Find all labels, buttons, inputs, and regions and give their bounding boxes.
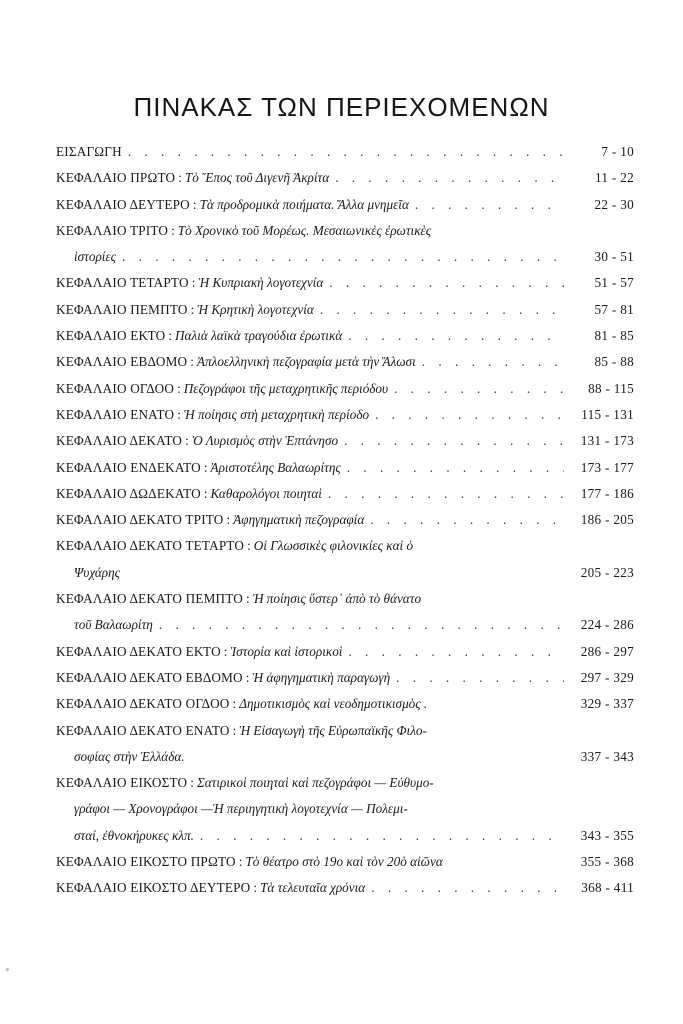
chapter-label: ΚΕΦΑΛΑΙΟ ΔΕΚΑΤΟ ΕΒΔΟΜΟ [56, 669, 243, 685]
dot-leader [122, 245, 564, 268]
dot-leader [344, 429, 564, 452]
chapter-title: Τὰ προδρομικὰ ποιήματα. Ἄλλα μνημεῖα [199, 196, 409, 212]
toc-entry [56, 850, 634, 876]
toc-entry [56, 534, 634, 587]
dot-leader [396, 666, 564, 689]
page-title: ΠΙΝΑΚΑΣ ΤΩΝ ΠΕΡΙΕΧΟΜΕΝΩΝ [133, 92, 550, 122]
page-range: 337 - 343 [580, 748, 634, 764]
chapter-label: ΚΕΦΑΛΑΙΟ ΤΡΙΤΟ [56, 222, 169, 238]
toc-entry [56, 193, 634, 219]
toc-line-continued [56, 245, 634, 271]
chapter-label: ΚΕΦΑΛΑΙΟ ΕΙΚΟΣΤΟ [56, 775, 188, 791]
chapter-title: Πεζογράφοι τῆς μεταχρητικῆς περιόδου [183, 380, 389, 396]
toc-entry [56, 876, 634, 902]
toc-entry [56, 692, 634, 718]
chapter-title: Ἡ ποίησις στὴ μεταχρητικὴ περίοδο [183, 406, 370, 422]
chapter-title: Ἡ Κρητικὴ λογοτεχνία [197, 301, 314, 317]
page-range: 205 - 223 [580, 564, 634, 580]
dot-leader [329, 271, 564, 294]
toc-entry [56, 140, 634, 166]
toc-entry [56, 166, 634, 192]
toc-entry [56, 640, 634, 666]
toc-line: ΚΕΦΑΛΑΙΟ ΕΝΑΤΟ : Ἡ ποίησις στὴ μεταχρητικὴ περίοδο . . . 115 - 131 [56, 403, 634, 429]
page-range: 368 - 411 [581, 880, 634, 896]
toc-entry [56, 403, 634, 429]
chapter-label: ΚΕΦΑΛΑΙΟ ΕΝΔΕΚΑΤΟ [56, 459, 201, 475]
toc-line-continued [56, 797, 634, 823]
chapter-label: ΚΕΦΑΛΑΙΟ ΠΡΩΤΟ [56, 170, 176, 186]
page-range: 355 - 368 [580, 854, 634, 870]
toc-line: ΚΕΦΑΛΑΙΟ ΔΕΚΑΤΟ ΟΓΔΟΟ : Δημοτικισμὸς καὶ νεοδημοτικισμὸς . 329 - 337 [56, 692, 634, 718]
chapter-title-continued: Ψυχάρης [74, 564, 120, 580]
table-of-contents [56, 140, 634, 903]
chapter-title: Δημοτικισμὸς καὶ νεοδημοτικισμὸς . [239, 696, 428, 712]
page-range: 88 - 115 [588, 380, 634, 396]
page-range: 186 - 205 [580, 512, 634, 528]
chapter-title: Ἡ ποίησις ὕστερ᾽ ἀπὸ τὸ θάνατο [252, 591, 422, 607]
page-range: 286 - 297 [580, 643, 634, 659]
chapter-title: Ἱστορία καὶ ἱστορικοὶ [230, 643, 343, 659]
chapter-label: ΚΕΦΑΛΑΙΟ ΠΕΜΠΤΟ [56, 301, 188, 317]
toc-entry [56, 587, 634, 640]
toc-line: ΚΕΦΑΛΑΙΟ ΤΕΤΑΡΤΟ : Ἡ Κυπριακὴ λογοτεχνία . . . 51 - 57 [56, 271, 634, 297]
toc-line-continued [56, 561, 634, 587]
page-speck [6, 968, 9, 971]
toc-entry [56, 377, 634, 403]
chapter-title-continued: ἱστορίες [74, 249, 117, 265]
chapter-label: ΚΕΦΑΛΑΙΟ ΔΕΚΑΤΟ ΤΕΤΑΡΤΟ [56, 538, 245, 554]
chapter-label: ΚΕΦΑΛΑΙΟ ΔΕΚΑΤΟ ΕΝΑΤΟ [56, 722, 230, 738]
toc-line: ΚΕΦΑΛΑΙΟ ΔΕΚΑΤΟ ΤΡΙΤΟ : Ἀφηγηματικὴ πεζογραφία . . . 186 - 205 [56, 508, 634, 534]
page-range: 51 - 57 [594, 275, 634, 291]
page-range: 297 - 329 [580, 669, 634, 685]
chapter-title: Ἡ ἀφηγηματικὴ παραγωγὴ [252, 669, 391, 685]
chapter-title: Ἀφηγηματικὴ πεζογραφία [233, 512, 365, 528]
page-range: 115 - 131 [581, 406, 634, 422]
page-range: 85 - 88 [594, 354, 634, 370]
page-range: 30 - 51 [594, 249, 634, 265]
page-range: 11 - 22 [595, 170, 634, 186]
dot-leader [371, 876, 564, 899]
chapter-label: ΚΕΦΑΛΑΙΟ ΔΕΚΑΤΟ [56, 433, 183, 449]
chapter-title: Καθαρολόγοι ποιηταὶ [210, 485, 322, 501]
page-range: 81 - 85 [594, 328, 634, 344]
page-range: 329 - 337 [580, 696, 634, 712]
toc-line: ΚΕΦΑΛΑΙΟ ΔΕΚΑΤΟ ΠΕΜΠΤΟ : Ἡ ποίησις ὕστερ᾽ ἀπὸ τὸ θάνατο [56, 587, 634, 613]
chapter-label: ΚΕΦΑΛΑΙΟ ΕΒΔΟΜΟ [56, 354, 188, 370]
toc-line-continued [56, 745, 634, 771]
page-range: 22 - 30 [594, 196, 634, 212]
page-range: 7 - 10 [601, 144, 634, 159]
toc-entry [56, 456, 634, 482]
chapter-label: ΚΕΦΑΛΑΙΟ ΕΚΤΟ [56, 328, 166, 344]
toc-line-continued [56, 824, 634, 850]
page-range: 343 - 355 [580, 827, 634, 843]
toc-line: ΚΕΦΑΛΑΙΟ ΕΝΔΕΚΑΤΟ : Ἀριστοτέλης Βαλαωρίτης . . . 173 - 177 [56, 456, 634, 482]
toc-entry [56, 298, 634, 324]
page-range: 177 - 186 [580, 485, 634, 501]
chapter-title-continued: σταί, ἐθνοκήρυκες κλπ. [74, 827, 194, 843]
toc-entry [56, 666, 634, 692]
chapter-title-continued: γράφοι — Χρονογράφοι —Ἡ περιηγητικὴ λογοτεχνία — Πολεμι- [74, 801, 408, 817]
chapter-label: ΚΕΦΑΛΑΙΟ ΔΕΚΑΤΟ ΟΓΔΟΟ [56, 696, 230, 712]
toc-line: ΚΕΦΑΛΑΙΟ ΕΙΚΟΣΤΟ ΔΕΥΤΕΡΟ : Τὰ τελευταῖα χρόνια . . . 368 - 411 [56, 876, 634, 902]
toc-entry [56, 219, 634, 272]
toc-line: ΚΕΦΑΛΑΙΟ ΔΕΚΑΤΟ ΕΝΑΤΟ : Ἡ Εἰσαγωγὴ τῆς Εὐρωπαϊκῆς Φιλο- [56, 719, 634, 745]
chapter-title: Παλιὰ λαϊκὰ τραγούδια ἐρωτικὰ [175, 328, 343, 344]
dot-leader [328, 482, 564, 505]
page-range: 224 - 286 [580, 617, 634, 633]
toc-line: ΚΕΦΑΛΑΙΟ ΔΩΔΕΚΑΤΟ : Καθαρολόγοι ποιηταὶ . . . 177 - 186 [56, 482, 634, 508]
toc-line: ΚΕΦΑΛΑΙΟ ΔΕΚΑΤΟ ΕΚΤΟ : Ἱστορία καὶ ἱστορικοὶ . . . 286 - 297 [56, 640, 634, 666]
dot-leader [159, 613, 564, 636]
toc-line: ΚΕΦΑΛΑΙΟ ΕΙΚΟΣΤΟ ΠΡΩΤΟ : Τὸ θέατρο στὸ 19ο καὶ τὸν 20ὸ αἰῶνα 355 - 368 [56, 850, 634, 876]
chapter-title: Τὸ Χρονικὸ τοῦ Μορέως. Μεσαιωνικὲς ἐρωτικὲς [177, 222, 432, 238]
toc-line: ΚΕΦΑΛΑΙΟ ΕΚΤΟ : Παλιὰ λαϊκὰ τραγούδια ἐρωτικὰ . . . 81 - 85 [56, 324, 634, 350]
chapter-label: ΕΙΣΑΓΩΓΗ [56, 144, 122, 159]
dot-leader [320, 298, 564, 321]
chapter-label: ΚΕΦΑΛΑΙΟ ΕΙΚΟΣΤΟ ΔΕΥΤΕΡΟ [56, 880, 251, 896]
toc-line [56, 140, 634, 166]
dot-leader [415, 193, 564, 216]
toc-line: ΚΕΦΑΛΑΙΟ ΔΕΚΑΤΟ : Ὁ Λυρισμὸς στὴν Ἑπτάνησο . . . 131 - 173 [56, 429, 634, 455]
dot-leader [375, 403, 564, 426]
toc-entry [56, 771, 634, 850]
dot-leader [348, 640, 564, 663]
chapter-title-continued: σοφίας στὴν Ἑλλάδα. [74, 748, 185, 764]
toc-line: ΚΕΦΑΛΑΙΟ ΤΡΙΤΟ : Τὸ Χρονικὸ τοῦ Μορέως. Μεσαιωνικὲς ἐρωτικὲς [56, 219, 634, 245]
chapter-title: Ὁ Λυρισμὸς στὴν Ἑπτάνησο [191, 433, 339, 449]
chapter-title: Σατιρικοὶ ποιηταὶ καὶ πεζογράφοι — Εὐθυμο- [196, 775, 434, 791]
chapter-title: Ἡ Εἰσαγωγὴ τῆς Εὐρωπαϊκῆς Φιλο- [239, 722, 427, 738]
chapter-title: Ἀριστοτέλης Βαλαωρίτης [210, 459, 341, 475]
toc-line: ΚΕΦΑΛΑΙΟ ΠΡΩΤΟ : Τὸ Ἔπος τοῦ Διγενῆ Ἀκρίτα . . . 11 - 22 [56, 166, 634, 192]
chapter-title: Ἡ Κυπριακὴ λογοτεχνία [198, 275, 324, 291]
chapter-title: Ἀπλοελληνικὴ πεζογραφία μετὰ τὴν Ἅλωσι [196, 354, 416, 370]
toc-line: ΚΕΦΑΛΑΙΟ ΔΕΥΤΕΡΟ : Τὰ προδρομικὰ ποιήματα. Ἄλλα μνημεῖα . . . 22 - 30 [56, 193, 634, 219]
toc-entry [56, 719, 634, 772]
toc-line: ΚΕΦΑΛΑΙΟ ΔΕΚΑΤΟ ΤΕΤΑΡΤΟ : Οἱ Γλωσσικὲς φιλονικίες καὶ ὁ [56, 534, 634, 560]
chapter-label: ΚΕΦΑΛΑΙΟ ΕΝΑΤΟ [56, 406, 175, 422]
dot-leader [200, 824, 564, 847]
dot-leader [347, 456, 564, 479]
chapter-label: ΚΕΦΑΛΑΙΟ ΟΓΔΟΟ [56, 380, 175, 396]
chapter-title: Τὸ θέατρο στὸ 19ο καὶ τὸν 20ὸ αἰῶνα [245, 854, 443, 870]
toc-line: ΚΕΦΑΛΑΙΟ ΕΒΔΟΜΟ : Ἀπλοελληνικὴ πεζογραφία μετὰ τὴν Ἅλωσι . . . 85 - 88 [56, 350, 634, 376]
chapter-title-continued: τοῦ Βαλαωρίτη [74, 617, 153, 633]
page-range: 173 - 177 [580, 459, 634, 475]
chapter-label: ΚΕΦΑΛΑΙΟ ΔΩΔΕΚΑΤΟ [56, 485, 201, 501]
dot-leader [128, 140, 564, 163]
chapter-label: ΚΕΦΑΛΑΙΟ ΤΕΤΑΡΤΟ [56, 275, 189, 291]
toc-entry [56, 350, 634, 376]
chapter-title: Τὰ τελευταῖα χρόνια [260, 880, 366, 896]
dot-leader [394, 377, 564, 400]
chapter-label: ΚΕΦΑΛΑΙΟ ΔΕΚΑΤΟ ΠΕΜΠΤΟ [56, 591, 244, 607]
toc-line: ΚΕΦΑΛΑΙΟ ΠΕΜΠΤΟ : Ἡ Κρητικὴ λογοτεχνία . . . 57 - 81 [56, 298, 634, 324]
dot-leader [335, 166, 564, 189]
toc-entry [56, 271, 634, 297]
chapter-label: ΚΕΦΑΛΑΙΟ ΕΙΚΟΣΤΟ ΠΡΩΤΟ [56, 854, 236, 870]
toc-line-continued [56, 613, 634, 639]
dot-leader [348, 324, 564, 347]
chapter-label: ΚΕΦΑΛΑΙΟ ΔΕΚΑΤΟ ΕΚΤΟ [56, 643, 221, 659]
toc-entry [56, 324, 634, 350]
chapter-title: Οἱ Γλωσσικὲς φιλονικίες καὶ ὁ [253, 538, 414, 554]
toc-entry [56, 429, 634, 455]
chapter-label: ΚΕΦΑΛΑΙΟ ΔΕΚΑΤΟ ΤΡΙΤΟ [56, 512, 224, 528]
dot-leader [422, 350, 564, 373]
toc-line: ΚΕΦΑΛΑΙΟ ΕΙΚΟΣΤΟ : Σατιρικοὶ ποιηταὶ καὶ πεζογράφοι — Εὐθυμο- [56, 771, 634, 797]
toc-entry [56, 508, 634, 534]
chapter-title: Τὸ Ἔπος τοῦ Διγενῆ Ἀκρίτα [184, 170, 330, 186]
page-range: 57 - 81 [594, 301, 634, 317]
chapter-label: ΚΕΦΑΛΑΙΟ ΔΕΥΤΕΡΟ [56, 196, 190, 212]
dot-leader [370, 508, 564, 531]
toc-line: ΚΕΦΑΛΑΙΟ ΟΓΔΟΟ : Πεζογράφοι τῆς μεταχρητικῆς περιόδου . . . 88 - 115 [56, 377, 634, 403]
toc-entry [56, 482, 634, 508]
page-range: 131 - 173 [580, 433, 634, 449]
toc-line: ΚΕΦΑΛΑΙΟ ΔΕΚΑΤΟ ΕΒΔΟΜΟ : Ἡ ἀφηγηματικὴ παραγωγὴ . . . 297 - 329 [56, 666, 634, 692]
